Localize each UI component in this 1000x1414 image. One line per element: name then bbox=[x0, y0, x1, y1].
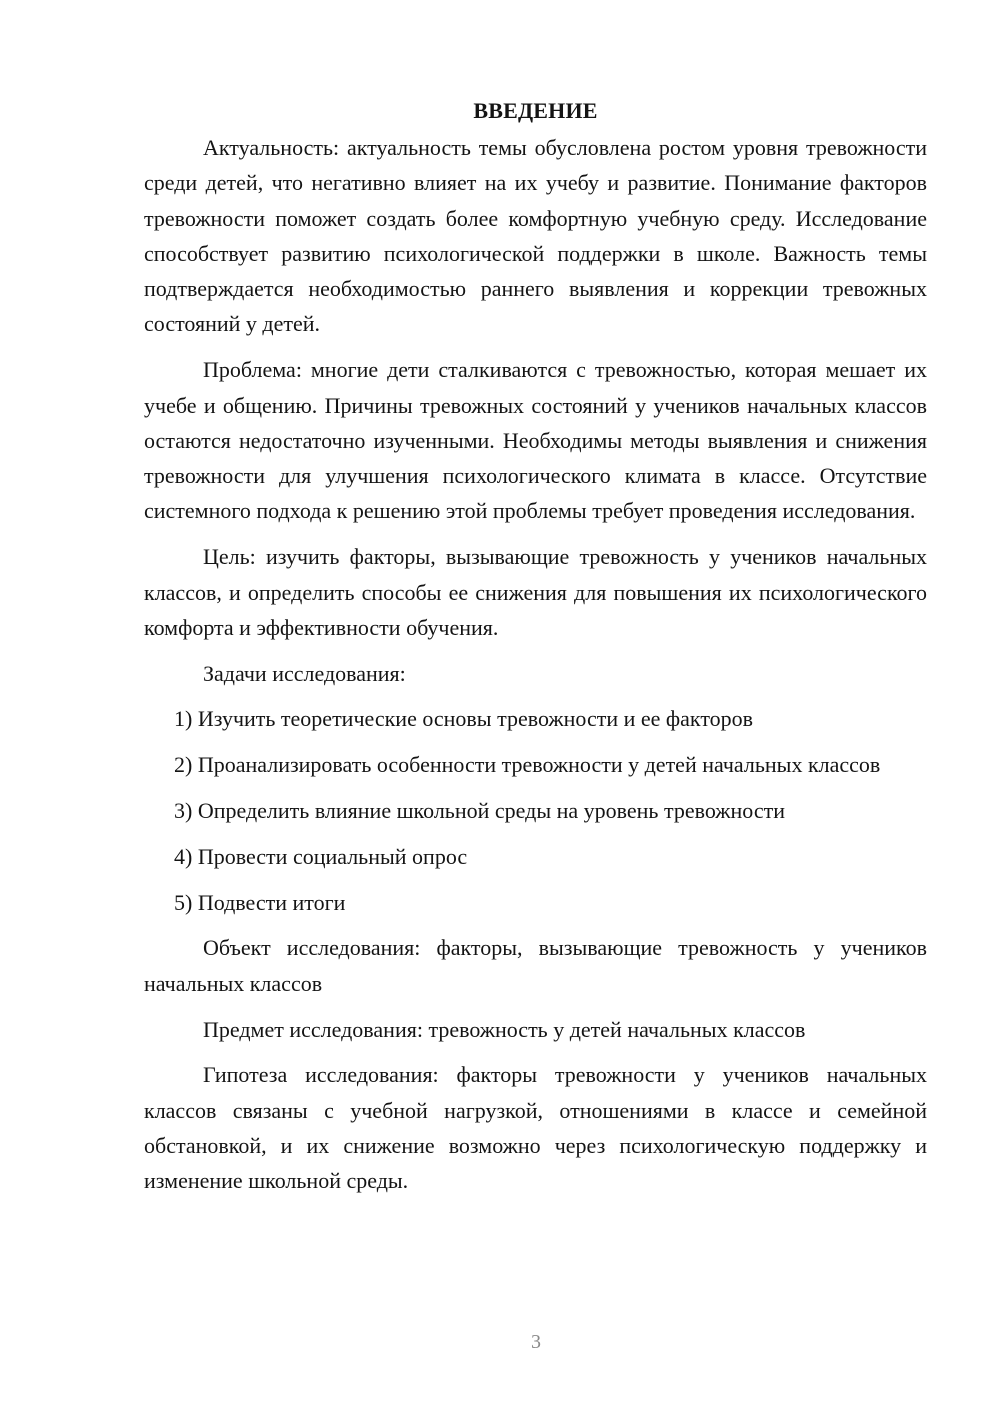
list-item-task-3: 3) Определить влияние школьной среды на уровень тревожности bbox=[174, 798, 785, 824]
paragraph-problem: Проблема: многие дети сталкиваются с тревожностью, которая мешает их учебе и общению. Причины тревожных состояний у учеников начальных классов остаются недостаточно изученными. Необходимы методы выявления и снижения тревожности для улучшения психологического климата в классе. Отсутствие системного подхода к решению этой проблемы требует проведения исследования. bbox=[144, 357, 927, 524]
paragraph-hypothesis: Гипотеза исследования: факторы тревожности у учеников начальных классов связаны с учебной нагрузкой, отношениями в классе и семейной обстановкой, и их снижение возможно через психологическую поддержку и изменение школьной среды. bbox=[144, 1062, 927, 1194]
document-page bbox=[144, 93, 927, 1199]
paragraph-object: Объект исследования: факторы, вызывающие тревожность у учеников начальных классов bbox=[144, 935, 927, 996]
page-number: 3 bbox=[531, 1331, 541, 1353]
list-item-task-4: 4) Провести социальный опрос bbox=[174, 843, 468, 869]
list-item-task-2: 2) Проанализировать особенности тревожности у детей начальных классов bbox=[174, 752, 881, 778]
tasks-title: Задачи исследования: bbox=[203, 660, 406, 686]
list-item-task-5: 5) Подвести итоги bbox=[174, 889, 346, 915]
paragraph-goal: Цель: изучить факторы, вызывающие тревожность у учеников начальных классов, и определить способы ее снижения для повышения их психологического комфорта и эффективности обучения. bbox=[144, 544, 927, 640]
list-item-task-1: 1) Изучить теоретические основы тревожности и ее факторов bbox=[174, 706, 754, 732]
page-title: ВВЕДЕНИЕ bbox=[473, 98, 598, 123]
paragraph-relevance: Актуальность: актуальность темы обусловлена ростом уровня тревожности среди детей, что негативно влияет на их учебу и развитие. Понимание факторов тревожности поможет создать более комфортную учебную среду. Исследование способствует развитию психологической поддержки в школе. Важность темы подтверждается необходимостью раннего выявления и коррекции тревожных состояний у детей. bbox=[144, 135, 927, 337]
paragraph-subject: Предмет исследования: тревожность у детей начальных классов bbox=[203, 1016, 806, 1042]
